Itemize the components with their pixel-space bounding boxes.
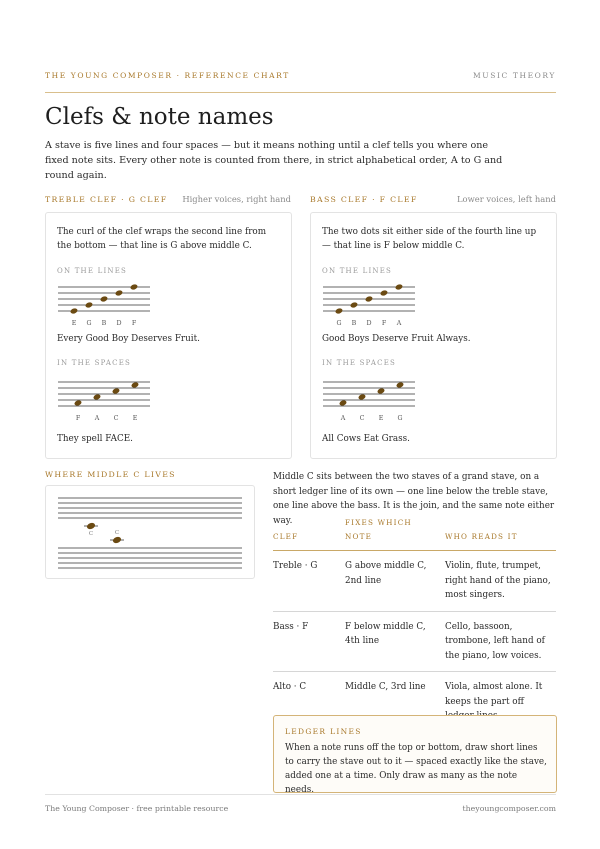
note-head xyxy=(74,399,82,406)
treble-card xyxy=(45,212,292,459)
note-name-label: G xyxy=(336,320,342,327)
table-header-row xyxy=(273,516,556,551)
footer-left: The Young Composer · free printable resource xyxy=(45,804,229,813)
note-head xyxy=(85,301,93,308)
table-header-note: FIXES WHICH NOTE xyxy=(345,516,445,551)
treble-spaces-label: IN THE SPACES xyxy=(57,359,132,367)
table-cell: Middle C, 3rd line xyxy=(345,672,445,733)
note-head xyxy=(100,295,108,302)
bass-spaces-mnemonic: All Cows Eat Grass. xyxy=(322,434,410,444)
treble-aside: Higher voices, right hand xyxy=(182,194,291,204)
note-name-label: C xyxy=(359,415,365,422)
note-name-label: A xyxy=(94,415,100,422)
note-name-label: F xyxy=(131,320,137,327)
note-head xyxy=(131,381,139,388)
note-name-label: D xyxy=(366,320,372,327)
note-head xyxy=(377,387,385,394)
header-brand: THE YOUNG COMPOSER · REFERENCE CHART xyxy=(45,71,290,80)
note-head xyxy=(365,295,373,302)
table-header-clef: CLEF xyxy=(273,516,345,551)
table-cell: Violin, flute, trumpet, right hand of the piano, most singers. xyxy=(445,551,556,612)
footer-url: theyoungcomposer.com xyxy=(462,804,556,813)
treble-lines-mnemonic: Every Good Boy Deserves Fruit. xyxy=(57,334,200,344)
page-header xyxy=(45,68,556,93)
note-head xyxy=(335,307,343,314)
bass-description: The two dots sit either side of the fourth line up — that line is F below middle C. xyxy=(322,227,537,251)
table-cell: Cello, bassoon, trombone, left hand of the piano, low voices. xyxy=(445,611,556,672)
table-cell: Viola, almost alone. It keeps the part off xyxy=(445,672,556,733)
ledger-body: When a note runs off the top or bottom, draw short lines to carry the stave out to it — spaced exactly like the stave, added one at a time. Only draw as many as the note needs. xyxy=(285,743,547,795)
table-cell: Bass · F xyxy=(273,611,345,672)
note-name-label: A xyxy=(396,320,402,327)
middle-c-label-treble: C xyxy=(88,531,94,537)
note-name-label: F xyxy=(75,415,81,422)
note-name-label: C xyxy=(113,415,119,422)
treble-spaces-stave xyxy=(56,378,156,424)
note-name-label: A xyxy=(340,415,346,422)
grand-stave-card xyxy=(45,485,255,579)
note-name-label: E xyxy=(378,415,384,422)
note-head xyxy=(358,393,366,400)
bass-aside: Lower voices, left hand xyxy=(456,194,556,204)
page-footer xyxy=(45,794,556,813)
bass-lines-mnemonic: Good Boys Deserve Fruit Always. xyxy=(322,334,471,344)
bass-lines-stave xyxy=(321,283,421,329)
page-title: Clefs & note names xyxy=(45,104,274,130)
middle-c-label-bass: C xyxy=(114,530,120,536)
intro-paragraph: A stave is five lines and four spaces — but it means nothing until a clef tells you where one fixed note sits. Every other note is counted from there, in strict alphabetical order, A to G and round again. xyxy=(45,140,503,181)
note-head xyxy=(130,283,138,290)
note-head xyxy=(380,289,388,296)
table-cell: F below middle C, 4th line xyxy=(345,611,445,672)
clef-table xyxy=(273,516,556,733)
note-head xyxy=(396,381,404,388)
note-name-label: G xyxy=(86,320,92,327)
treble-description: The curl of the clef wraps the second line from the bottom — that line is G above middle C. xyxy=(57,227,267,251)
ledger-title: LEDGER LINES xyxy=(285,727,362,736)
note-name-label: F xyxy=(381,320,387,327)
table-cell: Alto · C xyxy=(273,672,345,733)
note-head xyxy=(350,301,358,308)
note-head xyxy=(93,393,101,400)
bass-card xyxy=(310,212,557,459)
bass-heading: BASS CLEF · F CLEF xyxy=(310,195,418,204)
note-name-label: E xyxy=(132,415,138,422)
bass-spaces-label: IN THE SPACES xyxy=(322,359,397,367)
note-name-label: B xyxy=(101,320,107,327)
treble-heading: TREBLE CLEF · G CLEF xyxy=(45,195,168,204)
header-category: MUSIC THEORY xyxy=(473,71,556,80)
treble-lines-stave xyxy=(56,283,156,329)
note-head xyxy=(115,289,123,296)
middle-c-text: Middle C sits between the two staves of a grand stave, on a short ledger line of its own — one line below the treble stave, one line above the bass. It is the join, and the same note either way. xyxy=(273,472,555,526)
treble-spaces-mnemonic: They spell FACE. xyxy=(57,434,133,444)
treble-lines-label: ON THE LINES xyxy=(57,267,128,275)
bass-lines-label: ON THE LINES xyxy=(322,267,393,275)
note-head xyxy=(395,283,403,290)
note-head xyxy=(70,307,78,314)
middle-c-note-bass xyxy=(112,536,122,544)
table-cell: Treble · G xyxy=(273,551,345,612)
note-head xyxy=(339,399,347,406)
note-name-label: G xyxy=(397,415,403,422)
table-row xyxy=(273,551,556,612)
middle-c-heading: WHERE MIDDLE C LIVES xyxy=(45,470,176,479)
table-cell: G above middle C, 2nd line xyxy=(345,551,445,612)
note-name-label: B xyxy=(351,320,357,327)
note-name-label: D xyxy=(116,320,122,327)
note-name-label: E xyxy=(71,320,77,327)
grand-stave-diagram xyxy=(46,486,254,578)
table-row xyxy=(273,611,556,672)
ledger-lines-callout xyxy=(273,715,557,793)
middle-c-note-treble xyxy=(86,522,96,530)
table-header-who: WHO READS IT xyxy=(445,516,556,551)
bass-spaces-stave xyxy=(321,378,421,424)
note-head xyxy=(112,387,120,394)
